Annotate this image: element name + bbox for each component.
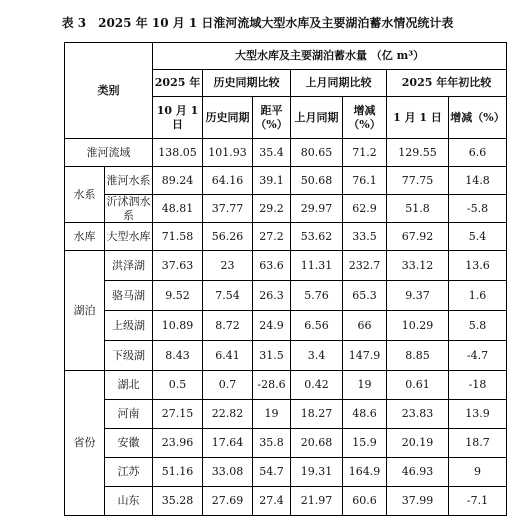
cell: -4.7 bbox=[449, 341, 507, 371]
header-group-title: 大型水库及主要湖泊蓄水量 （亿 m³） bbox=[153, 43, 507, 70]
cell: 0.61 bbox=[387, 371, 449, 400]
cell: 66 bbox=[343, 311, 387, 341]
cell: 5.4 bbox=[449, 223, 507, 251]
table-row bbox=[65, 458, 507, 487]
table-row bbox=[65, 139, 507, 167]
header-hist: 历史同期比较 bbox=[203, 70, 291, 97]
cell: -7.1 bbox=[449, 487, 507, 516]
cell: 46.93 bbox=[387, 458, 449, 487]
cell: 22.82 bbox=[203, 400, 253, 429]
cell: 18.7 bbox=[449, 429, 507, 458]
row-label: 大型水库 bbox=[105, 223, 153, 251]
cell: 37.77 bbox=[203, 195, 253, 223]
cell: 7.54 bbox=[203, 281, 253, 311]
header-category: 类别 bbox=[65, 43, 153, 139]
header-row-1 bbox=[65, 43, 507, 70]
table-row bbox=[65, 311, 507, 341]
table-row bbox=[65, 195, 507, 223]
cell: 37.99 bbox=[387, 487, 449, 516]
cell: 9.37 bbox=[387, 281, 449, 311]
cell: 19 bbox=[253, 400, 291, 429]
cell: 8.43 bbox=[153, 341, 203, 371]
row-label: 洪泽湖 bbox=[105, 251, 153, 281]
cell: 64.16 bbox=[203, 167, 253, 195]
cell: -18 bbox=[449, 371, 507, 400]
cell: 35.4 bbox=[253, 139, 291, 167]
cell: 14.8 bbox=[449, 167, 507, 195]
cell: 3.4 bbox=[291, 341, 343, 371]
row-label: 淮河流域 bbox=[65, 139, 153, 167]
cell: 51.8 bbox=[387, 195, 449, 223]
cell: 31.5 bbox=[253, 341, 291, 371]
cell: 13.9 bbox=[449, 400, 507, 429]
header-2025: 2025 年 bbox=[153, 70, 203, 97]
table-title: 表 3 2025 年 10 月 1 日淮河流域大型水库及主要湖泊蓄水情况统计表 bbox=[61, 16, 454, 30]
table-row bbox=[65, 167, 507, 195]
cell: 164.9 bbox=[343, 458, 387, 487]
cell: 35.28 bbox=[153, 487, 203, 516]
cell: -28.6 bbox=[253, 371, 291, 400]
table-row bbox=[65, 400, 507, 429]
table-row bbox=[65, 341, 507, 371]
row-label: 江苏 bbox=[105, 458, 153, 487]
cell: 67.92 bbox=[387, 223, 449, 251]
cell: 1.6 bbox=[449, 281, 507, 311]
cell: 65.3 bbox=[343, 281, 387, 311]
cell: 27.2 bbox=[253, 223, 291, 251]
row-label: 安徽 bbox=[105, 429, 153, 458]
row-label: 沂沭泗水系 bbox=[106, 195, 151, 222]
row-label: 下级湖 bbox=[105, 341, 153, 371]
table-row bbox=[65, 487, 507, 516]
table-row bbox=[65, 371, 507, 400]
cell: 6.41 bbox=[203, 341, 253, 371]
cell: 0.5 bbox=[153, 371, 203, 400]
cell: 18.27 bbox=[291, 400, 343, 429]
cell: 33.08 bbox=[203, 458, 253, 487]
group-label-reservoir: 水库 bbox=[65, 223, 105, 251]
cell: 8.85 bbox=[387, 341, 449, 371]
cell: 8.72 bbox=[203, 311, 253, 341]
cell: 27.69 bbox=[203, 487, 253, 516]
table-row bbox=[65, 223, 507, 251]
header-jan1: 1 月 1 日 bbox=[387, 97, 449, 139]
cell: 37.63 bbox=[153, 251, 203, 281]
header-change2: 增减（%） bbox=[449, 97, 507, 139]
cell: 129.55 bbox=[387, 139, 449, 167]
cell: 23 bbox=[203, 251, 253, 281]
row-label: 湖北 bbox=[105, 371, 153, 400]
cell: 15.9 bbox=[343, 429, 387, 458]
cell: 10.29 bbox=[387, 311, 449, 341]
cell: 101.93 bbox=[203, 139, 253, 167]
cell: 60.6 bbox=[343, 487, 387, 516]
cell: 19 bbox=[343, 371, 387, 400]
cell: 33.5 bbox=[343, 223, 387, 251]
header-hist-same: 历史同期 bbox=[203, 97, 253, 139]
cell: 17.64 bbox=[203, 429, 253, 458]
cell: 27.4 bbox=[253, 487, 291, 516]
row-label: 上级湖 bbox=[105, 311, 153, 341]
cell: 23.96 bbox=[153, 429, 203, 458]
cell: 23.83 bbox=[387, 400, 449, 429]
cell: 76.1 bbox=[343, 167, 387, 195]
cell: 62.9 bbox=[343, 195, 387, 223]
cell: 77.75 bbox=[387, 167, 449, 195]
cell: 27.15 bbox=[153, 400, 203, 429]
cell: 0.7 bbox=[203, 371, 253, 400]
row-label: 骆马湖 bbox=[105, 281, 153, 311]
cell: 6.6 bbox=[449, 139, 507, 167]
cell: 20.19 bbox=[387, 429, 449, 458]
group-label-provinces: 省份 bbox=[65, 371, 105, 516]
cell: 80.65 bbox=[291, 139, 343, 167]
table-row bbox=[65, 281, 507, 311]
cell: 50.68 bbox=[291, 167, 343, 195]
cell: 71.58 bbox=[153, 223, 203, 251]
cell: 48.6 bbox=[343, 400, 387, 429]
cell: 51.16 bbox=[153, 458, 203, 487]
cell: 5.76 bbox=[291, 281, 343, 311]
cell: 56.26 bbox=[203, 223, 253, 251]
cell: 20.68 bbox=[291, 429, 343, 458]
header-deviation: 距平（%） bbox=[253, 97, 291, 139]
cell: 13.6 bbox=[449, 251, 507, 281]
cell: 5.8 bbox=[449, 311, 507, 341]
cell: 6.56 bbox=[291, 311, 343, 341]
header-lastmonth: 上月同期 bbox=[291, 97, 343, 139]
storage-table bbox=[64, 42, 507, 516]
row-label: 淮河水系 bbox=[105, 167, 153, 195]
cell: 26.3 bbox=[253, 281, 291, 311]
cell: 53.62 bbox=[291, 223, 343, 251]
table-row bbox=[65, 429, 507, 458]
cell: 33.12 bbox=[387, 251, 449, 281]
table-row bbox=[65, 251, 507, 281]
cell: 39.1 bbox=[253, 167, 291, 195]
cell: 89.24 bbox=[153, 167, 203, 195]
cell: 24.9 bbox=[253, 311, 291, 341]
header-start: 2025 年年初比较 bbox=[387, 70, 507, 97]
cell: 9.52 bbox=[153, 281, 203, 311]
row-label: 山东 bbox=[105, 487, 153, 516]
cell: 29.2 bbox=[253, 195, 291, 223]
cell: 48.81 bbox=[153, 195, 203, 223]
cell: 9 bbox=[449, 458, 507, 487]
row-label: 河南 bbox=[105, 400, 153, 429]
cell: 21.97 bbox=[291, 487, 343, 516]
cell: 71.2 bbox=[343, 139, 387, 167]
header-oct1: 10 月 1 日 bbox=[153, 97, 203, 139]
cell: 10.89 bbox=[153, 311, 203, 341]
cell: 138.05 bbox=[153, 139, 203, 167]
cell: 19.31 bbox=[291, 458, 343, 487]
header-change1: 增减（%） bbox=[343, 97, 387, 139]
cell: 63.6 bbox=[253, 251, 291, 281]
cell: 54.7 bbox=[253, 458, 291, 487]
group-label-water-system: 水系 bbox=[65, 167, 105, 223]
cell: 232.7 bbox=[343, 251, 387, 281]
cell: 35.8 bbox=[253, 429, 291, 458]
group-label-lakes: 湖泊 bbox=[65, 251, 105, 371]
cell: -5.8 bbox=[449, 195, 507, 223]
cell: 29.97 bbox=[291, 195, 343, 223]
header-lastyear: 上月同期比较 bbox=[291, 70, 387, 97]
cell: 0.42 bbox=[291, 371, 343, 400]
cell: 11.31 bbox=[291, 251, 343, 281]
cell: 147.9 bbox=[343, 341, 387, 371]
